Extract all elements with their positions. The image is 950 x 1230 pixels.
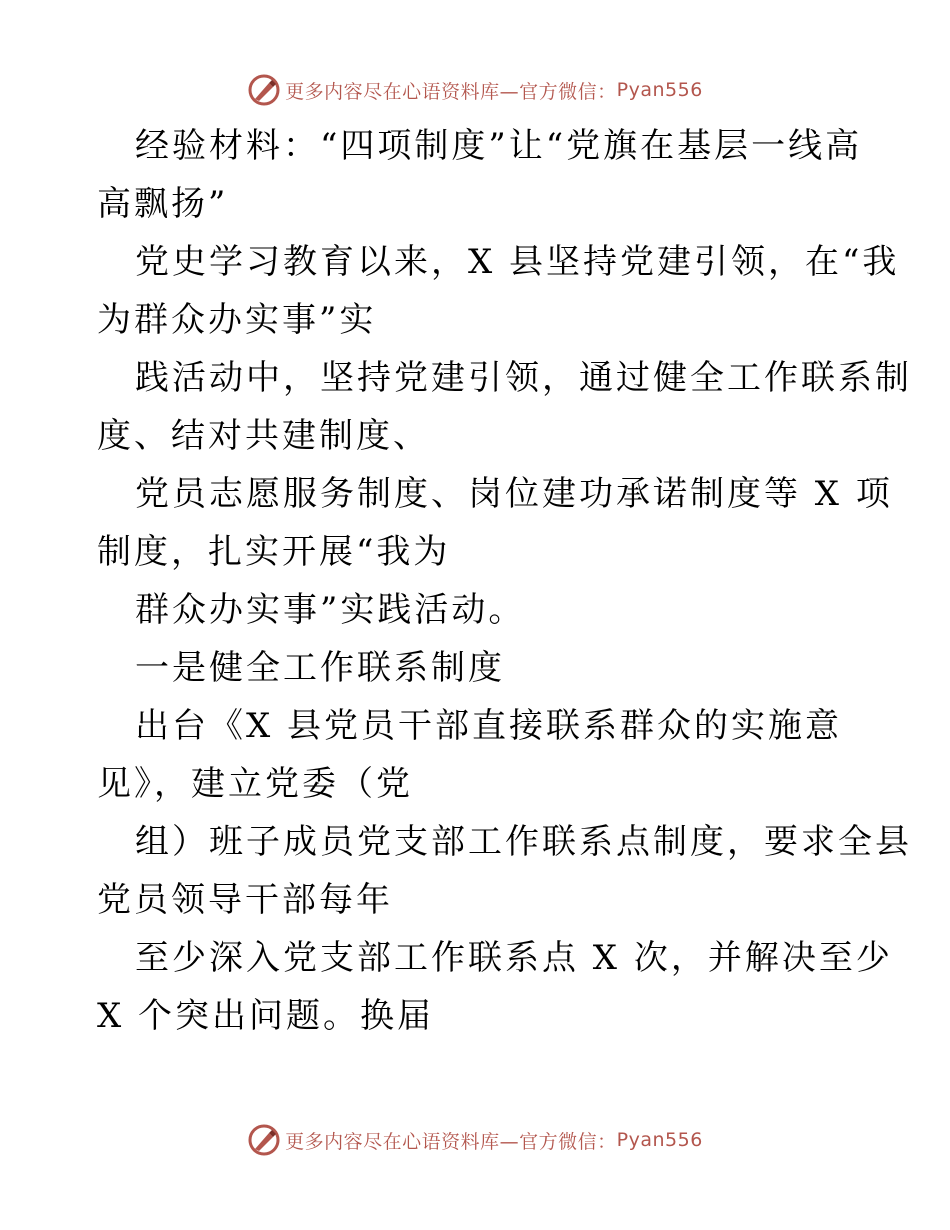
text-line: 高飘扬”	[97, 184, 229, 224]
text-line: 度、结对共建制度、	[97, 416, 430, 456]
text-line: 一是健全工作联系制度	[135, 648, 505, 688]
pen-logo-icon	[247, 1123, 281, 1157]
header-watermark	[0, 70, 950, 110]
text-line: 见》，建立党委（党	[97, 764, 413, 804]
text-line: 制度，扎实开展“我为	[97, 532, 451, 572]
text-line: 出台《X 县党员干部直接联系群众的实施意	[135, 706, 843, 746]
watermark-id: Pyan556	[616, 79, 703, 101]
text-line: 党员领导干部每年	[97, 880, 393, 920]
watermark-id: Pyan556	[616, 1129, 703, 1151]
watermark-text: 更多内容尽在心语资料库—官方微信：	[285, 80, 617, 103]
text-line: 党史学习教育以来，X 县坚持党建引领，在“我	[135, 242, 900, 282]
document-body	[97, 117, 912, 1045]
text-line: 经验材料：“四项制度”让“党旗在基层一线高	[135, 126, 863, 166]
pen-logo-icon	[247, 73, 281, 107]
text-line: 群众办实事”实践活动。	[135, 590, 526, 630]
watermark-text: 更多内容尽在心语资料库—官方微信：	[285, 1130, 617, 1153]
text-line: X 个突出问题。换届	[97, 996, 435, 1036]
footer-watermark	[0, 1120, 950, 1160]
text-line: 党员志愿服务制度、岗位建功承诺制度等 X 项	[135, 474, 893, 514]
text-line: 组）班子成员党支部工作联系点制度，要求全县	[135, 822, 912, 862]
text-line: 为群众办实事”实	[97, 300, 377, 340]
text-line: 至少深入党支部工作联系点 X 次，并解决至少	[135, 938, 893, 978]
text-line: 践活动中，坚持党建引领，通过健全工作联系制	[135, 358, 912, 398]
